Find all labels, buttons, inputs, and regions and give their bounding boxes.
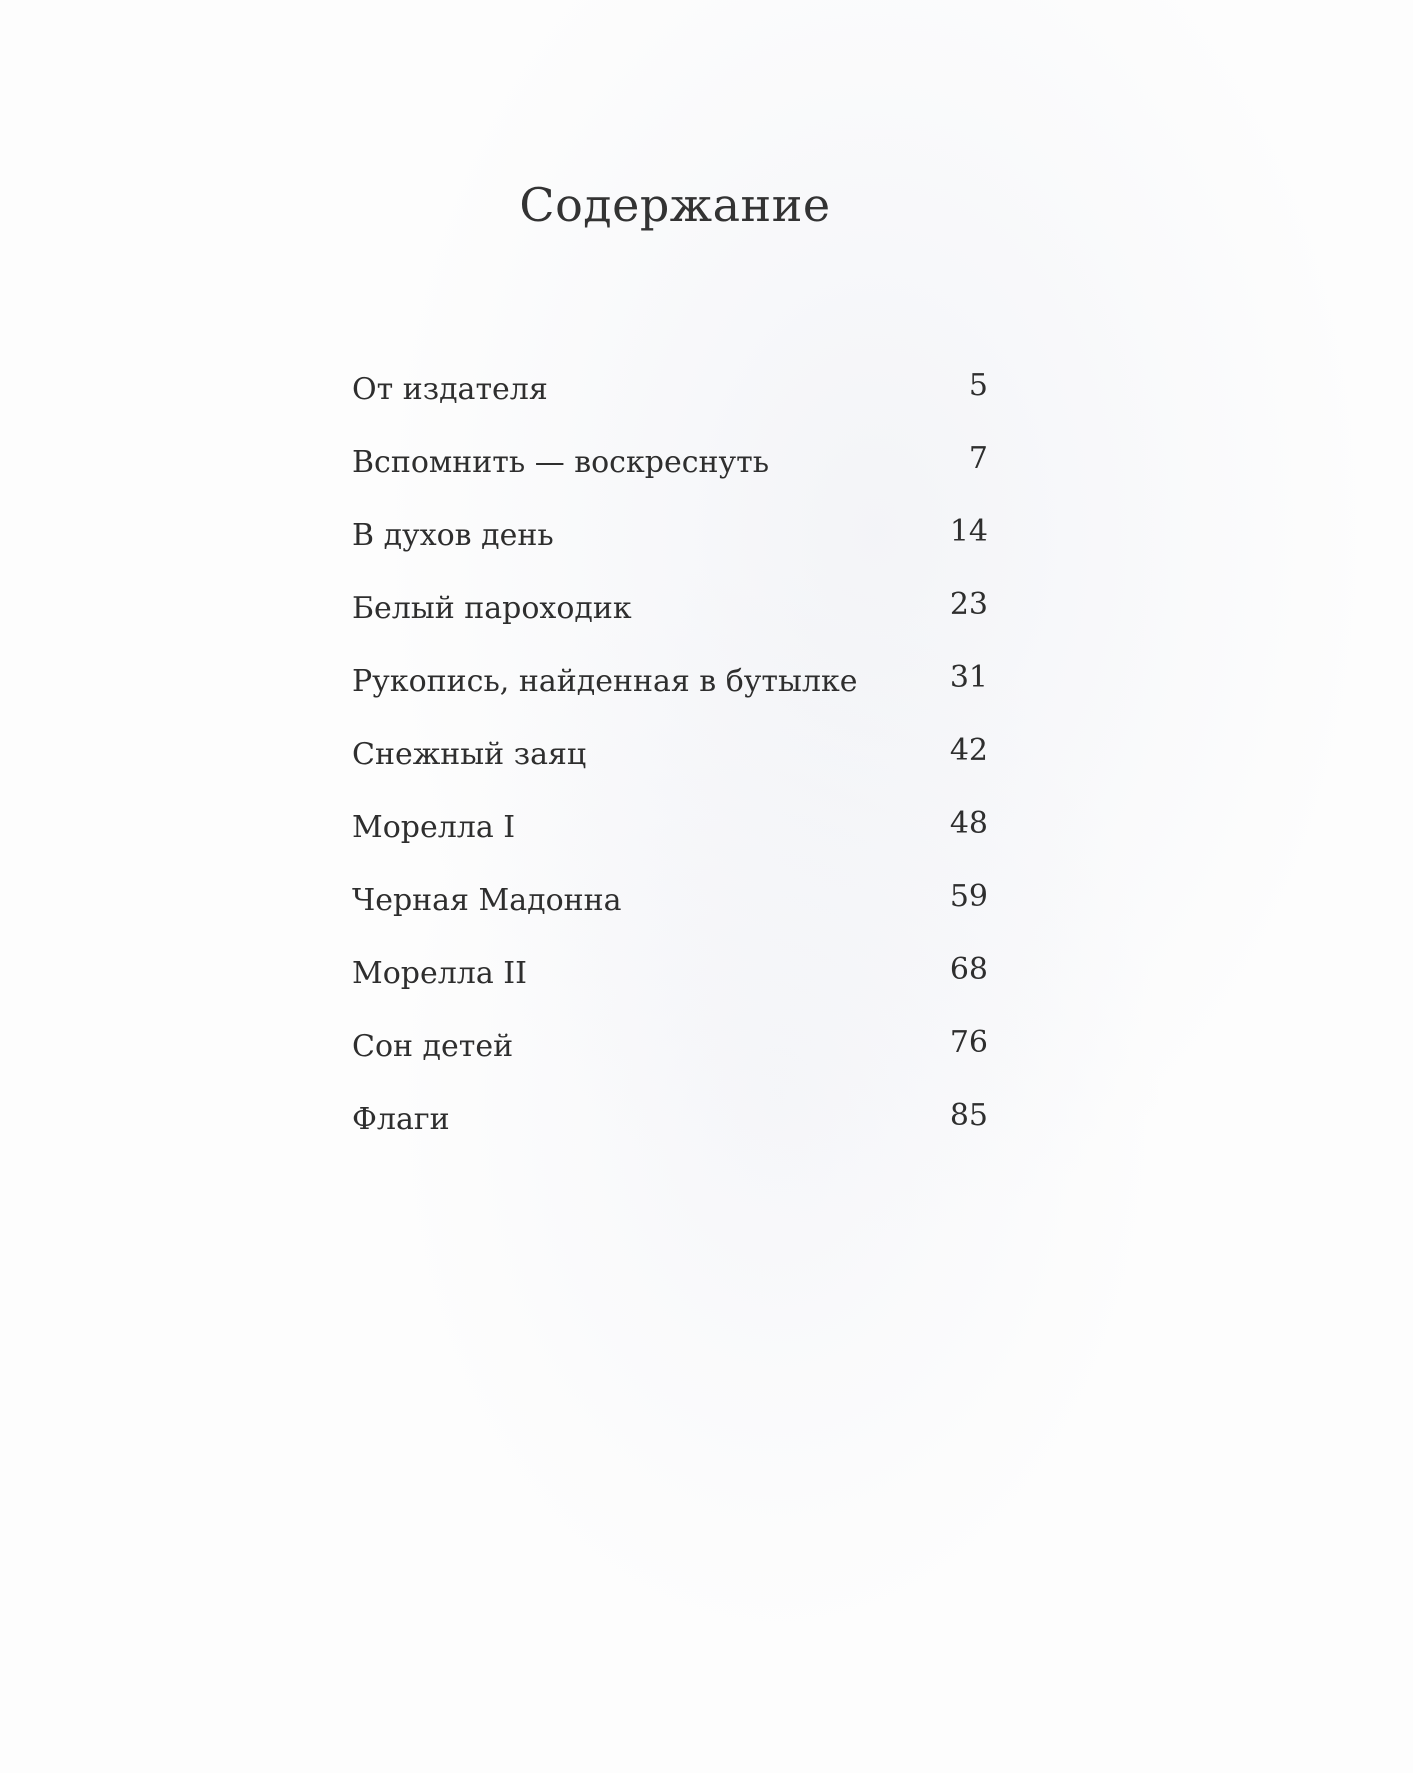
toc-entry-title: Вспомнить — воскреснуть xyxy=(352,445,770,480)
toc-entry-page: 14 xyxy=(949,514,988,549)
toc-entry-page: 76 xyxy=(949,1025,988,1060)
toc-entry-page: 68 xyxy=(949,952,988,987)
toc-entry-title: От издателя xyxy=(352,372,548,407)
toc-entry xyxy=(352,514,988,591)
toc-entry-page: 23 xyxy=(949,587,988,622)
toc-entry-title: Морелла II xyxy=(352,956,527,991)
toc-entry-page: 7 xyxy=(968,441,988,476)
toc-entry-title: Снежный заяц xyxy=(352,737,587,772)
toc-entry-title: Морелла I xyxy=(352,810,516,845)
toc-entry-page: 31 xyxy=(949,660,988,695)
toc-entry xyxy=(352,733,988,810)
table-of-contents xyxy=(352,368,988,1175)
toc-entry-title: Сон детей xyxy=(352,1029,514,1064)
toc-entry xyxy=(352,587,988,664)
toc-entry xyxy=(352,806,988,883)
toc-entry xyxy=(352,368,988,445)
toc-entry-page: 5 xyxy=(968,368,988,403)
toc-entry xyxy=(352,441,988,518)
toc-entry-title: Рукопись, найденная в бутылке xyxy=(352,664,858,699)
toc-entry xyxy=(352,879,988,956)
toc-entry-page: 85 xyxy=(949,1098,988,1133)
toc-entry xyxy=(352,1098,988,1175)
toc-entry-page: 59 xyxy=(949,879,988,914)
toc-entry-title: В духов день xyxy=(352,518,554,553)
toc-entry-page: 48 xyxy=(949,806,988,841)
page-title: Содержание xyxy=(519,178,831,232)
toc-entry xyxy=(352,952,988,1029)
toc-entry-title: Черная Мадонна xyxy=(352,883,622,918)
toc-entry-title: Флаги xyxy=(352,1102,450,1137)
toc-entry xyxy=(352,660,988,737)
toc-entry-page: 42 xyxy=(949,733,988,768)
toc-entry xyxy=(352,1025,988,1102)
toc-entry-title: Белый пароходик xyxy=(352,591,632,626)
